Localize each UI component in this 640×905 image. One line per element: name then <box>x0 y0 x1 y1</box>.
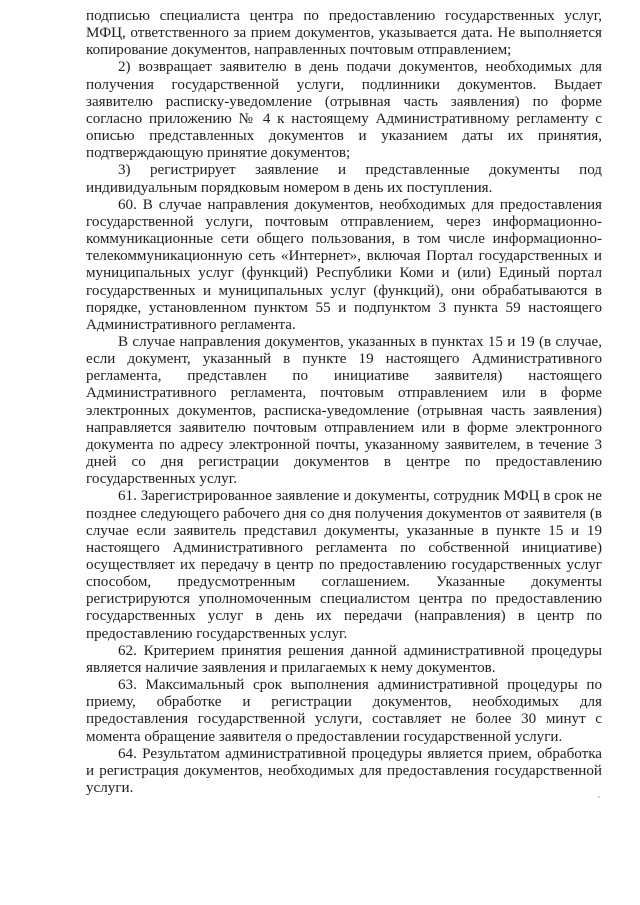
paragraph-continuation: подписью специалиста центра по предоставлению государственных услуг, МФЦ, ответственного за прием документов, указывается дата. Не выполняется копирование документов, направленных почтовым отправлением; <box>86 8 602 59</box>
paragraph-62: 62. Критерием принятия решения данной административной процедуры является наличие заявления и прилагаемых к нему документов. <box>86 642 602 676</box>
paragraph-60: 60. В случае направления документов, необходимых для предоставления государственной услуги, почтовым отправлением, через информационно-коммуникационные сети общего пользования, в том числе информационно-телекоммуникационную сеть «Интернет», включая Портал государственных и муниципальных услуг (функций) Республики Коми и (или) Единый портал государственных и муниципальных услуг (функций), они обрабатываются в порядке, установленном пунктом 55 и подпунктом 3 пункта 59 настоящего Административного регламента. <box>86 196 602 333</box>
paragraph-item-2: 2) возвращает заявителю в день подачи документов, необходимых для получения государственной услуги, подлинники документов. Выдает заявителю расписку-уведомление (отрывная часть заявления) по форме согласно приложению № 4 к настоящему Административному регламенту с описью представленных документов и указанием даты их принятия, подтверждающую принятие документов; <box>86 59 602 162</box>
scan-speck <box>598 796 600 798</box>
paragraph-item-3: 3) регистрирует заявление и представленные документы под индивидуальным порядковым номером в день их поступления. <box>86 162 602 196</box>
paragraph-61: 61. Зарегистрированное заявление и документы, сотрудник МФЦ в срок не позднее следующего рабочего дня со дня получения документов от заявителя (в случае если заявитель представил документы, указанные в пункте 15 и 19 настоящего Административного регламента по собственной инициативе) осуществляет их передачу в центр по предоставлению государственных услуг способом, предусмотренным соглашением. Указанные документы регистрируются уполномоченным специалистом центра по предоставлению государственных услуг в день их передачи (направления) в центр по предоставлению государственных услуг. <box>86 488 602 642</box>
paragraph-63: 63. Максимальный срок выполнения административной процедуры по приему, обработке и регистрации документов, необходимых для предоставления государственной услуги, составляет не более 30 минут с момента обращение заявителя о предоставлении государственной услуги. <box>86 677 602 745</box>
document-page <box>86 8 602 797</box>
paragraph-60-continued: В случае направления документов, указанных в пунктах 15 и 19 (в случае, если документ, указанный в пункте 19 настоящего Административного регламента, представлен по инициативе заявителя) настоящего Административного регламента, почтовым отправлением или в форме электронных документов, расписка-уведомление (отрывная часть заявления) направляется заявителю почтовым отправлением или в форме электронного документа по адресу электронной почты, указанному заявителем, в течение 3 дней со дня регистрации документов в центре по предоставлению государственных услуг. <box>86 333 602 488</box>
paragraph-64: 64. Результатом административной процедуры является прием, обработка и регистрация документов, необходимых для предоставления государственной услуги. <box>86 745 602 797</box>
